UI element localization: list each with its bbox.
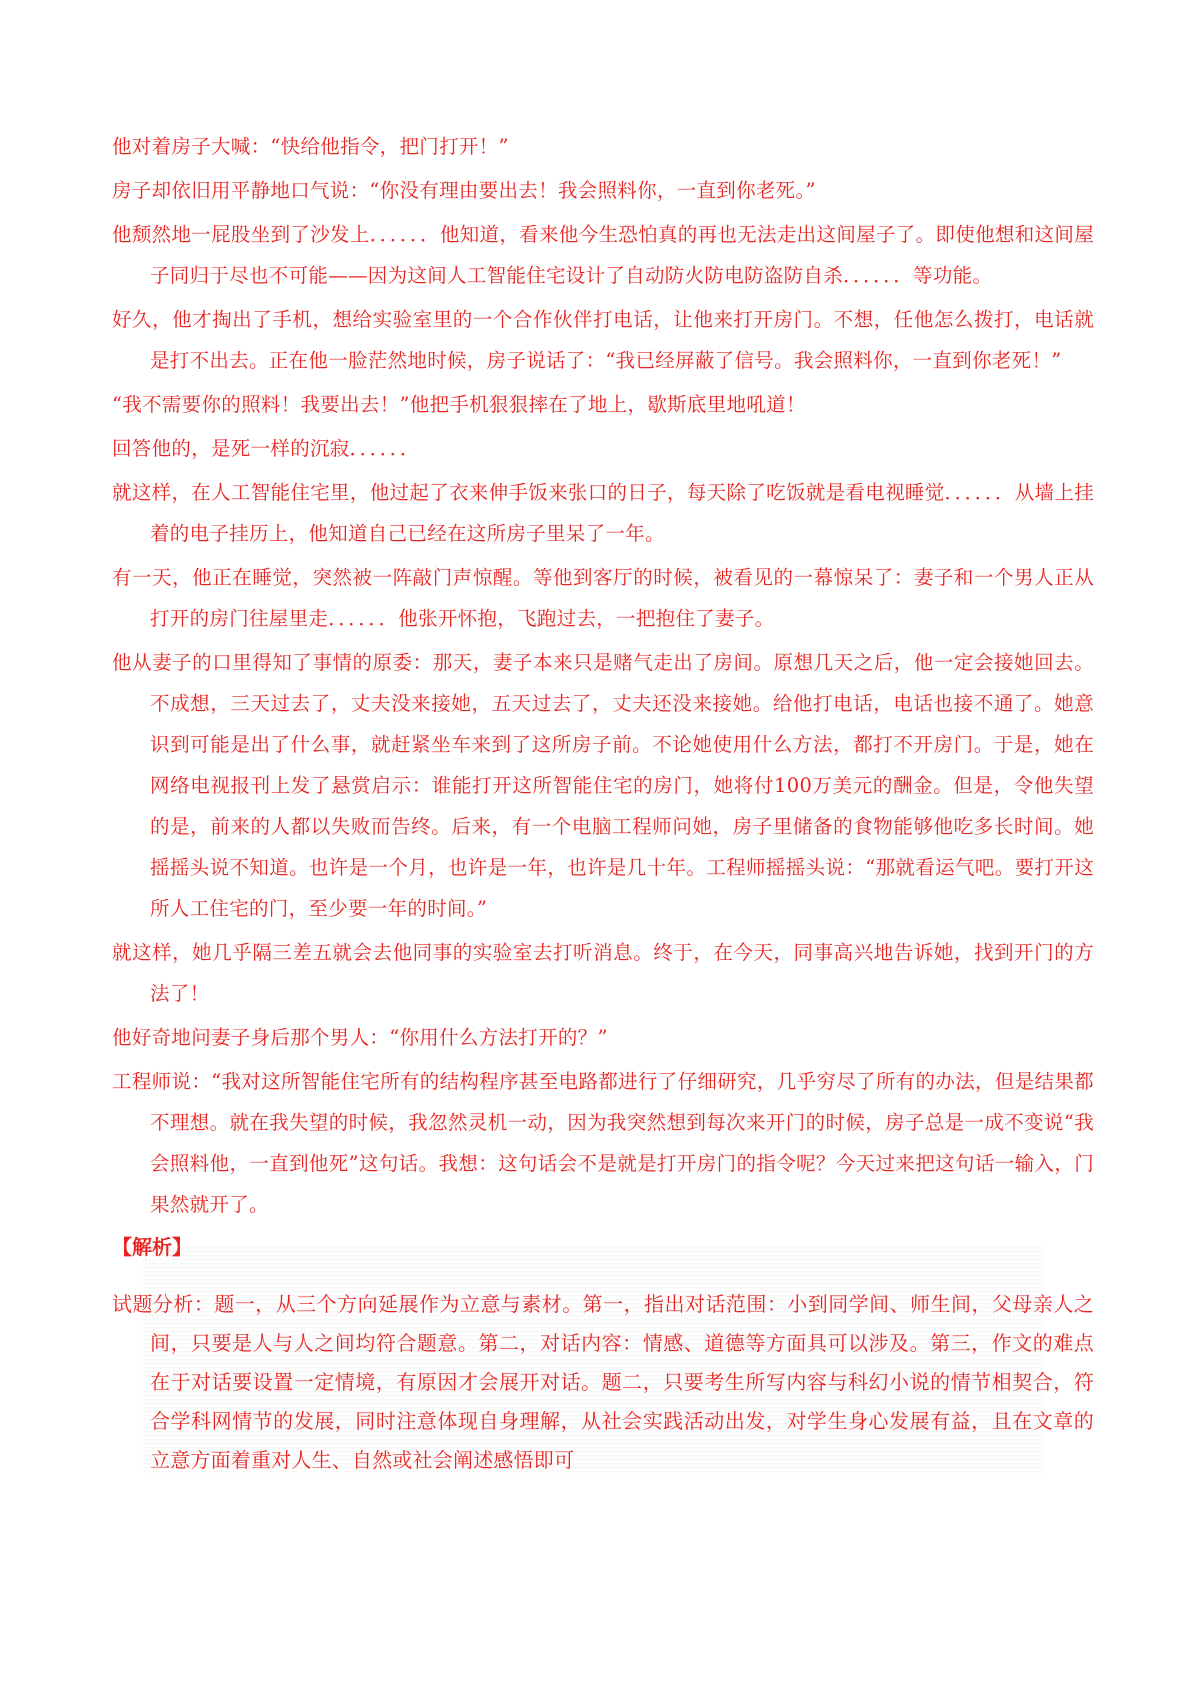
story-paragraph: 房子却依旧用平静地口气说：“你没有理由要出去！我会照料你，一直到你老死。” (112, 179, 816, 202)
story-paragraph: 有一天，他正在睡觉，突然被一阵敲门声惊醒。等他到客厅的时候，被看见的一幕惊呆了：妻子和一个男人正从打开的房门往屋里走．．．．．．他张开怀抱，飞跑过去，一把抱住了妻子。 (112, 566, 1094, 630)
story-paragraph: “我不需要你的照料！我要出去！”他把手机狠狠摔在了地上，歇斯底里地吼道！ (112, 393, 806, 416)
story-paragraph: 就这样，在人工智能住宅里，他过起了衣来伸手饭来张口的日子，每天除了吃饭就是看电视睡觉．．．．．．从墙上挂着的电子挂历上，他知道自己已经在这所房子里呆了一年。 (112, 481, 1094, 545)
story-paragraph: 就这样，她几乎隔三差五就会去他同事的实验室去打听消息。终于，在今天，同事高兴地告诉她，找到开门的方法了！ (112, 941, 1094, 1005)
story-paragraph: 工程师说：“我对这所智能住宅所有的结构程序甚至电路都进行了仔细研究，几乎穷尽了所有的办法，但是结果都不理想。就在我失望的时候，我忽然灵机一动，因为我突然想到每次来开门的时候，房子总是一成不变说“我会照料他，一直到他死”这句话。我想：这句话会不是就是打开房门的指令呢？今天过来把这句话一输入，门果然就开了。 (112, 1070, 1094, 1216)
analysis-section (112, 1285, 1094, 1480)
story-paragraph: 好久，他才掏出了手机，想给实验室里的一个合作伙伴打电话，让他来打开房门。不想，任他怎么拨打，电话就是打不出去。正在他一脸茫然地时候，房子说话了：“我已经屏蔽了信号。我会照料你，一直到你老死！” (112, 308, 1094, 372)
story-paragraph: 他从妻子的口里得知了事情的原委：那天，妻子本来只是赌气走出了房间。原想几天之后，他一定会接她回去。不成想，三天过去了，丈夫没来接她，五天过去了，丈夫还没来接她。给他打电话，电话也接不通了。她意识到可能是出了什么事，就赶紧坐车来到了这所房子前。不论她使用什么方法，都打不开房门。于是，她在网络电视报刊上发了悬赏启示：谁能打开这所智能住宅的房门，她将付100万美元的酬金。但是，令他失望的是，前来的人都以失败而告终。后来，有一个电脑工程师问她，房子里储备的食物能够他吃多长时间。她摇摇头说不知道。也许是一个月，也许是一年，也许是几十年。工程师摇摇头说：“那就看运气吧。要打开这所人工住宅的门，至少要一年的时间。” (112, 651, 1094, 920)
analysis-heading: 【解析】 (112, 1235, 192, 1259)
story-paragraph: 回答他的，是死一样的沉寂．．．．．． (112, 437, 420, 460)
analysis-text: 试题分析：题一，从三个方向延展作为立意与素材。第一，指出对话范围：小到同学间、师生间，父母亲人之间，只要是人与人之间均符合题意。第二，对话内容：情感、道德等方面具可以涉及。第三，作文的难点在于对话要设置一定情境，有原因才会展开对话。题二，只要考生所写内容与科幻小说的情节相契合，符合学科网情节的发展，同时注意体现自身理解，从社会实践活动出发，对学生身心发展有益，且在文章的立意方面着重对人生、自然或社会阐述感悟即可 (112, 1292, 1094, 1472)
story-paragraph: 他对着房子大喊：“快给他指令，把门打开！” (112, 135, 509, 158)
story-paragraph: 他好奇地问妻子身后那个男人：“你用什么方法打开的？” (112, 1026, 608, 1049)
story-paragraph: 他颓然地一屁股坐到了沙发上．．．．．．他知道，看来他今生恐怕真的再也无法走出这间屋子了。即使他想和这间屋子同归于尽也不可能——因为这间人工智能住宅设计了自动防火防电防盗防自杀．．．．．．等功能。 (112, 223, 1094, 287)
story-body (112, 126, 1094, 1225)
document-page (112, 126, 1094, 1500)
